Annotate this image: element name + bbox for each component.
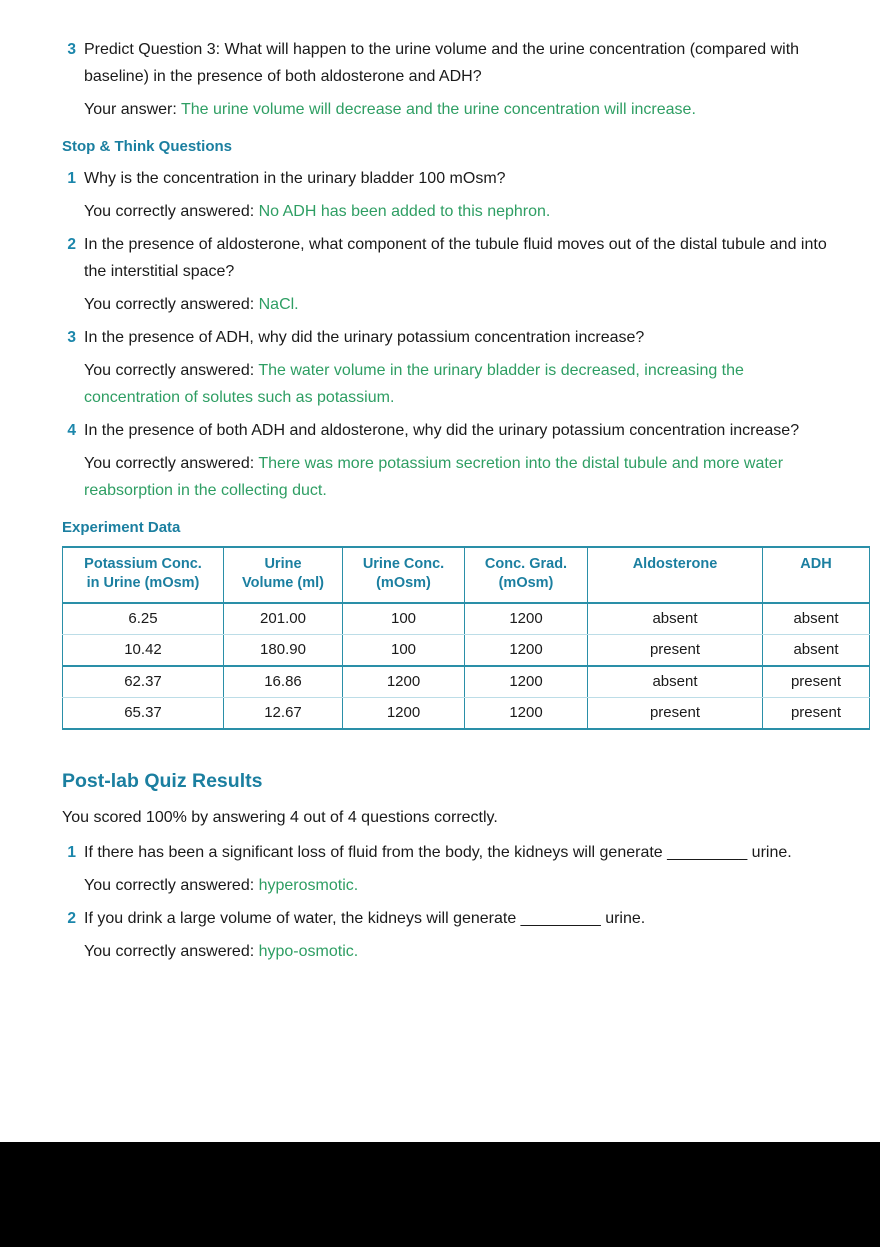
section-spacer [62,754,828,768]
experiment-data-heading: Experiment Data [62,519,181,536]
table-row [63,603,870,635]
postlab-answer-value-1: hyperosmotic. [258,877,359,894]
column-header-urine-conc-line2: (mOsm) [376,575,431,591]
cell-conc-grad: 1200 [465,698,588,730]
postlab-score-text: You scored 100% by answering 4 out of 4 questions correctly. [62,809,498,826]
postlab-answer-1 [84,872,828,899]
stop-think-number-1: 1 [67,170,76,187]
stop-think-answer-3 [84,357,828,411]
cell-urine-volume: 12.67 [224,698,343,730]
cell-conc-grad: 1200 [465,603,588,635]
postlab-heading: Post-lab Quiz Results [62,770,263,792]
cell-conc-grad: 1200 [465,635,588,667]
postlab-number-1: 1 [67,844,76,861]
cell-urine-conc: 1200 [343,666,465,698]
stop-think-answer-label-4: You correctly answered: [84,455,259,472]
stop-think-answer-1 [84,198,828,225]
postlab-text-1: If there has been a significant loss of fluid from the body, the kidneys will generate _________ urine. [84,844,792,861]
stop-think-answer-label-1: You correctly answered: [84,203,259,220]
column-header-urine-volume [224,547,343,603]
cell-potassium-conc: 6.25 [63,603,224,635]
column-header-conc-grad [465,547,588,603]
stop-think-answer-value-2: NaCl. [258,296,299,313]
cell-aldosterone: absent [588,666,763,698]
predict-answer-label: Your answer: [84,101,181,118]
stop-think-item-4 [62,417,828,504]
experiment-data-table [62,546,870,730]
predict-question-number: 3 [67,41,76,58]
postlab-answer-label-2: You correctly answered: [84,943,259,960]
stop-think-number-3: 3 [67,329,76,346]
stop-think-answer-value-4: There was more potassium secretion into the distal tubule and more water reabsorption in the collecting duct. [84,455,784,499]
cell-potassium-conc: 62.37 [63,666,224,698]
cell-urine-conc: 100 [343,603,465,635]
postlab-answer-label-1: You correctly answered: [84,877,259,894]
table-row [63,666,870,698]
stop-think-answer-label-3: You correctly answered: [84,362,259,379]
column-header-aldosterone [588,547,763,603]
column-header-adh [763,547,870,603]
column-header-conc-grad-line2: (mOsm) [498,575,554,591]
postlab-answer-2 [84,938,828,965]
cell-urine-volume: 201.00 [224,603,343,635]
table-row [63,698,870,730]
postlab-item-2 [62,905,828,965]
cell-urine-volume: 16.86 [224,666,343,698]
stop-think-text-4: In the presence of both ADH and aldosterone, why did the urinary potassium concentration increase? [84,422,800,439]
section-spacer [62,730,828,754]
stop-think-answer-2 [84,291,828,318]
predict-answer-value: The urine volume will decrease and the urine concentration will increase. [180,101,696,118]
cell-potassium-conc: 10.42 [63,635,224,667]
cell-conc-grad: 1200 [465,666,588,698]
cell-adh: present [763,698,870,730]
stop-think-text-2: In the presence of aldosterone, what component of the tubule fluid moves out of the distal tubule and into the interstitial space? [84,236,827,280]
cell-urine-conc: 100 [343,635,465,667]
column-header-urine-volume-line2: Volume (ml) [242,575,324,591]
experiment-data-table-body [63,603,870,729]
cell-adh: absent [763,635,870,667]
predict-question-answer [84,96,828,123]
stop-think-answer-4 [84,450,828,504]
column-header-conc-grad-line1: Conc. Grad. [484,556,568,572]
stop-think-text-3: In the presence of ADH, why did the urinary potassium concentration increase? [84,329,645,346]
cell-urine-conc: 1200 [343,698,465,730]
stop-think-item-3 [62,324,828,411]
postlab-number-2: 2 [67,910,76,927]
stop-think-number-4: 4 [67,422,76,439]
stop-think-answer-value-1: No ADH has been added to this nephron. [258,203,551,220]
table-row [63,635,870,667]
column-header-urine-volume-line1: Urine [264,556,302,572]
stop-think-text-1: Why is the concentration in the urinary bladder 100 mOsm? [84,170,506,187]
cell-aldosterone: absent [588,603,763,635]
bottom-black-bar [0,1142,880,1247]
postlab-answer-value-2: hypo-osmotic. [258,943,359,960]
predict-question-text: Predict Question 3: What will happen to the urine volume and the urine concentration (compared with baseline) in the presence of both aldosterone and ADH? [84,41,800,85]
cell-aldosterone: present [588,635,763,667]
cell-aldosterone: present [588,698,763,730]
cell-urine-volume: 180.90 [224,635,343,667]
stop-think-item-2 [62,231,828,318]
postlab-item-1 [62,839,828,899]
column-header-aldosterone-line1: Aldosterone [632,556,718,572]
experiment-data-table-head [63,547,870,603]
cell-potassium-conc: 65.37 [63,698,224,730]
column-header-potassium-conc-line1: Potassium Conc. [84,556,202,572]
stop-think-item-1 [62,165,828,225]
column-header-urine-conc [343,547,465,603]
stop-think-number-2: 2 [67,236,76,253]
page-content [62,36,842,971]
column-header-adh-line1: ADH [800,556,832,572]
stop-think-heading: Stop & Think Questions [62,138,233,155]
stop-think-answer-label-2: You correctly answered: [84,296,259,313]
column-header-potassium-conc-line2: in Urine (mOsm) [86,575,200,591]
stop-think-answer-value-3: The water volume in the urinary bladder is decreased, increasing the concentration of solutes such as potassium. [84,362,744,406]
column-header-potassium-conc [63,547,224,603]
cell-adh: absent [763,603,870,635]
postlab-text-2: If you drink a large volume of water, the kidneys will generate _________ urine. [84,910,646,927]
column-header-urine-conc-line1: Urine Conc. [362,556,445,572]
predict-question-item [62,36,828,123]
table-header-row [63,547,870,603]
cell-adh: present [763,666,870,698]
